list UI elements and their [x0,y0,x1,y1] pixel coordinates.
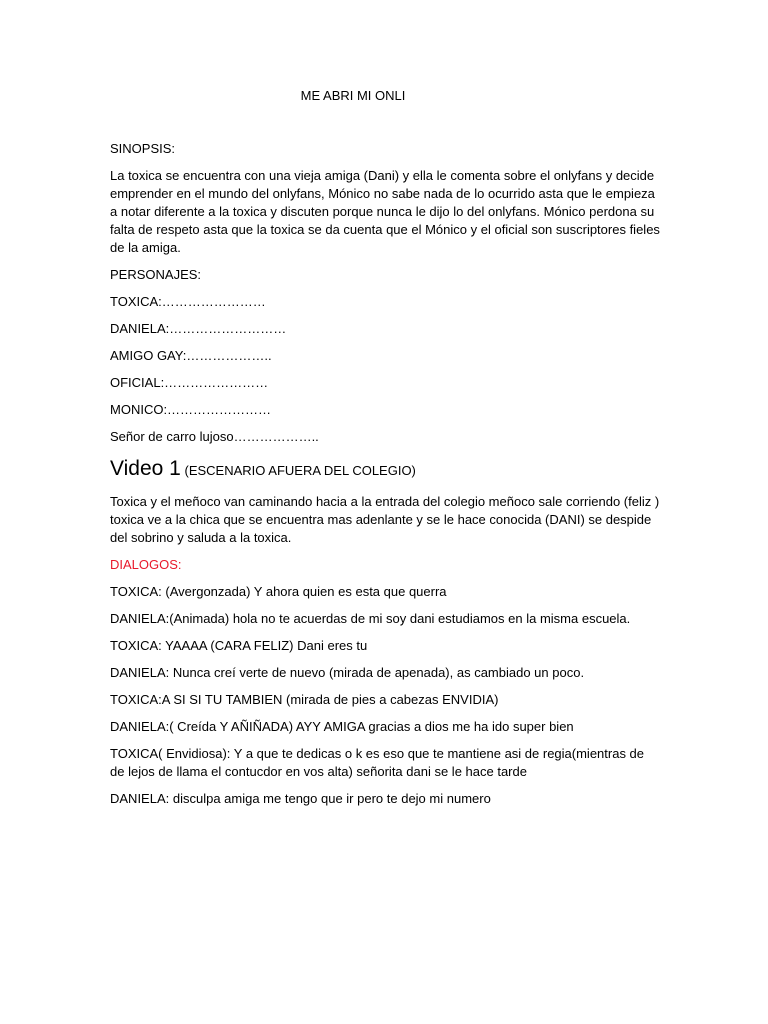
characters-label: PERSONAJES: [110,267,202,282]
dialog-line: TOXICA:A SI SI TU TAMBIEN (mirada de pies a cabezas ENVIDIA) [110,692,499,707]
character-senor-carro: Señor de carro lujoso……………….. [110,429,319,444]
video-subheading: (ESCENARIO AFUERA DEL COLEGIO) [184,463,416,478]
document-title: ME ABRI MI ONLI [300,88,406,103]
dialogs-label: DIALOGOS: [110,557,182,572]
video-heading-row [110,455,662,485]
dialog-line: DANIELA:( Creída Y AÑIÑADA) AYY AMIGA gracias a dios me ha ido super bien [110,719,574,734]
video-heading: Video 1 [110,457,181,480]
dialog-line: TOXICA: (Avergonzada) Y ahora quien es esta que querra [110,584,447,599]
character-monico: MONICO:…………………… [110,402,272,417]
character-oficial: OFICIAL:…………………… [110,375,269,390]
character-daniela: DANIELA:……………………… [110,321,287,336]
scene-text: Toxica y el meñoco van caminando hacia a la entrada del colegio meñoco sale corriendo (feliz ) toxica ve a la chica que se encuentra mas adenlante y se le hace conocida (DANI) se despide del sobrino y saluda a la toxica. [110,494,660,545]
synopsis-text: La toxica se encuentra con una vieja amiga (Dani) y ella le comenta sobre el onlyfans y decide emprender en el mundo del onlyfans, Mónico no sabe nada de lo ocurrido asta que le empieza a notar diferente a la toxica y discuten porque nunca le dijo lo del onlyfans. Mónico perdona su falta de respeto asta que la toxica se da cuenta que el Mónico y el oficial son suscriptores fieles de la amiga. [110,168,660,255]
synopsis-label: SINOPSIS: [110,141,176,156]
dialog-line: DANIELA: disculpa amiga me tengo que ir pero te dejo mi numero [110,791,491,806]
dialog-line: TOXICA: YAAAA (CARA FELIZ) Dani eres tu [110,638,368,653]
character-amigo-gay: AMIGO GAY:……………….. [110,348,272,363]
dialog-line: TOXICA( Envidiosa): Y a que te dedicas o k es eso que te mantiene asi de regia(mientras de de lejos de llama el contucdor en vos alta) señorita dani se le hace tarde [110,746,645,779]
document-body [110,140,662,817]
dialog-line: DANIELA: Nunca creí verte de nuevo (mirada de apenada), as cambiado un poco. [110,665,585,680]
dialog-line: DANIELA:(Animada) hola no te acuerdas de mi soy dani estudiamos en la misma escuela. [110,611,631,626]
character-toxica: TOXICA:…………………… [110,294,266,309]
